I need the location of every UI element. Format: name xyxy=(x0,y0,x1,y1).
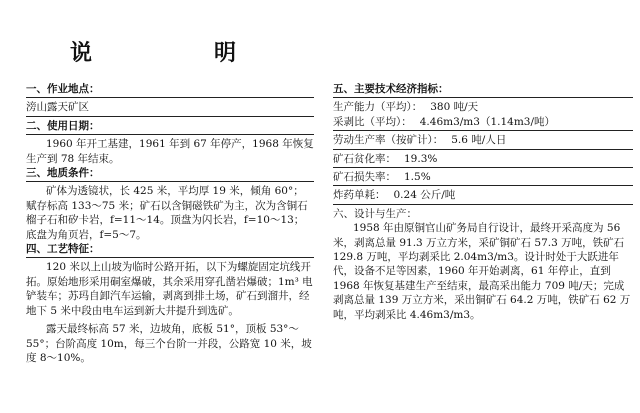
section-heading-location: 一、作业地点： xyxy=(26,82,314,98)
process-text-1: 120 米以上山坡为临时公路开拓，以下为螺旋固定坑线开拓。原始地形采用硐室爆破，其余采用穿孔凿岩爆破；1m³ 电铲装车；苏玛自卸汽车运输，剥离到排土场，矿石到溜井，经地下 5 米中段由电车运到新大井提升到选矿。 xyxy=(26,261,313,317)
dates-text: 1960 年开工基建，1961 年到 67 年停产，1968 年恢复生产到 78 年结束。 xyxy=(26,138,314,165)
geology-text: 矿体为透镜状，长 425 米，平均厚 19 米，倾角 60°；赋存标高 133～75 米；矿石以含铜磁铁矿为主，次为含铜石榴子石和矽卡岩，f=11～14。顶盘为闪长岩，f=10～13；底盘为角页岩，f=5～7。 xyxy=(26,185,308,241)
indicator-row xyxy=(333,170,633,186)
section-heading-dates: 二、使用日期： xyxy=(26,119,314,135)
section-heading-process: 四、工艺特征： xyxy=(26,242,314,258)
indicator-row xyxy=(333,100,633,114)
indicator-label: 劳动生产率（按矿计）： xyxy=(333,134,444,147)
section-heading-geology: 三、地质条件： xyxy=(26,166,314,182)
indicator-label: 矿石贫化率： xyxy=(333,152,396,165)
section-heading-indicators: 五、主要技术经济指标： xyxy=(333,82,633,98)
section-heading-design: 六、设计与生产： xyxy=(333,207,417,220)
indicator-value: 5.6 吨/人日 xyxy=(451,134,507,147)
indicator-value: 4.46m3/m3（1.14m3/吨） xyxy=(419,115,555,128)
location-text: 滂山露天矿区 xyxy=(26,100,314,116)
indicator-value: 19.3% xyxy=(404,152,438,165)
indicator-label: 生产能力（平均）： xyxy=(333,101,423,114)
indicator-value: 380 吨/天 xyxy=(430,101,479,114)
title-char-1: 说 xyxy=(70,40,97,66)
indicator-row xyxy=(333,188,633,204)
indicator-label: 采剥比（平均）： xyxy=(333,115,412,128)
right-column xyxy=(333,82,633,322)
design-text: 1958 年由原铜官山矿务局自行设计，最终开采高度为 56 米，剥离总量 91.3 万立方米，采矿铜矿石 57.3 万吨，铁矿石 129.8 万吨，平均剥采比 2.04m3/m3。设计时处于大跃进年代，设备不足等因素，1960 年开始剥离，61 年停止，直到 1968 年恢复基建生产至结束，最高采出能力 709 吨/天；完成剥离总量 139 万立方米，采出铜矿石 64.2 万吨，铁矿石 62 万吨，平均剥采比 4.46m3/m3。 xyxy=(333,222,631,321)
indicator-row xyxy=(333,133,633,149)
process-text-2: 露天最终标高 57 米，边坡角，底板 51°，顶板 53°～55°；台阶高度 10m，每三个台阶一并段，公路宽 10 米，坡度 8～10%。 xyxy=(26,323,312,364)
indicator-value: 0.24 公斤/吨 xyxy=(393,189,456,202)
left-column xyxy=(26,82,314,365)
indicator-row xyxy=(333,152,633,168)
indicator-row xyxy=(333,115,633,131)
indicator-label: 炸药单耗： xyxy=(333,189,386,202)
page-title xyxy=(70,36,240,67)
indicator-value: 1.5% xyxy=(404,171,431,184)
title-char-2: 明 xyxy=(213,40,240,66)
indicator-label: 矿石损失率： xyxy=(333,171,396,184)
